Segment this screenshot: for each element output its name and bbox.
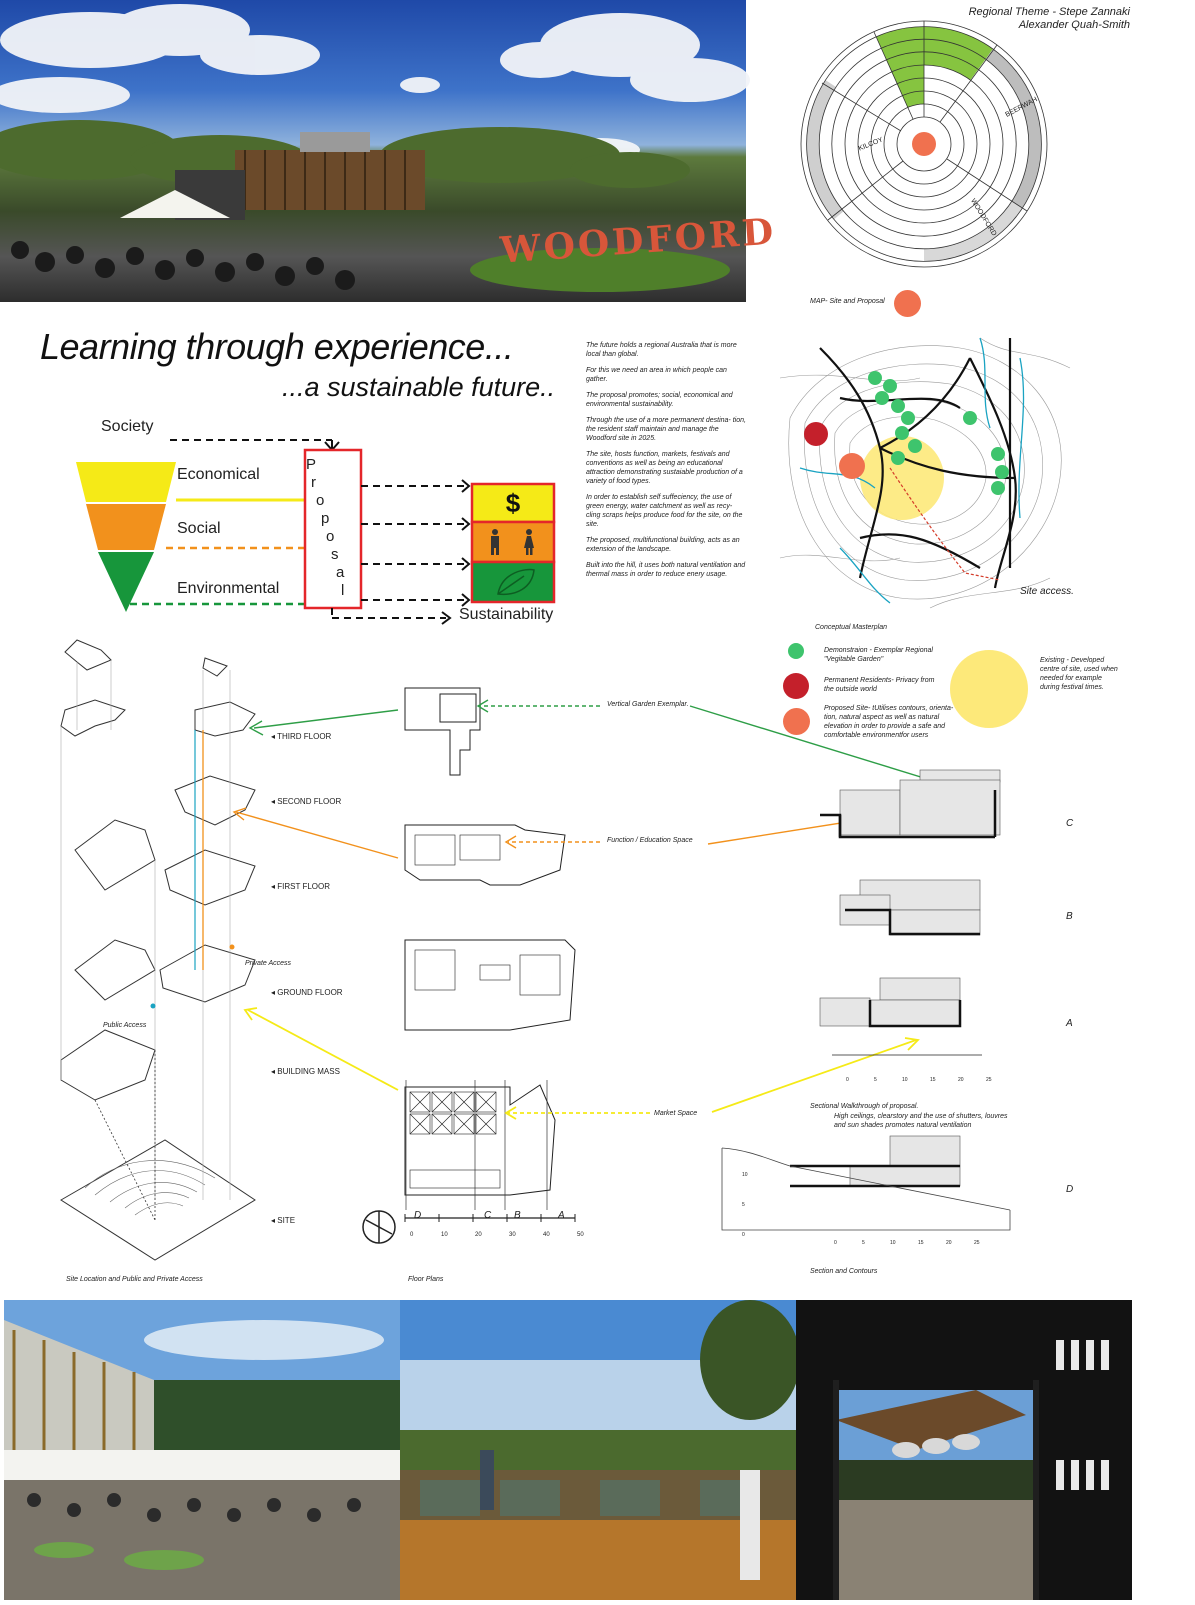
main-title: Learning through experience...: [40, 326, 514, 367]
theme-line: Regional Theme - Stepe Zannaki: [968, 6, 1130, 18]
plan-scale-50: 50: [577, 1232, 584, 1238]
author-line: Alexander Quah-Smith: [1018, 19, 1130, 31]
public-access-label: Public Access: [103, 1022, 147, 1029]
photo-deck: [400, 1300, 796, 1600]
photo-market: [4, 1300, 400, 1600]
label-sustainability: Sustainability: [459, 606, 554, 623]
contour-scale-20: 20: [946, 1240, 952, 1246]
floor-label-first: ◂ FIRST FLOOR: [271, 882, 330, 891]
section-scale-5: 5: [874, 1077, 877, 1083]
walkthrough-text: High ceilings, clearstory and the use of shutters, louvres and sun shades promotes natural ventilation: [834, 1113, 1008, 1129]
axo-caption: Site Location and Public and Private Access: [66, 1276, 203, 1283]
section-letter-b: B: [1066, 911, 1073, 922]
label-beerwah: BEERWAH: [1004, 96, 1039, 119]
section-letter-d: D: [1066, 1184, 1074, 1195]
floor-label-text: SECOND FLOOR: [277, 797, 342, 806]
photo-market-art: [4, 1300, 400, 1600]
contour-level-5: 5: [742, 1202, 745, 1208]
site-access-label: Site access.: [1020, 586, 1074, 597]
private-access-label: Private Access: [245, 960, 292, 967]
contour-level-0: 0: [742, 1232, 745, 1238]
description-paragraph: Through the use of a more permanent destina- tion, the resident staff maintain and manage the Woodford site in 2025.: [586, 417, 746, 442]
description-paragraph: The proposed, multifunctional building, acts as an extension of the landscape.: [586, 537, 740, 553]
contour-level-10: 10: [742, 1172, 748, 1178]
label-social: Social: [177, 520, 221, 537]
proposal-letter: a: [336, 564, 345, 581]
label-economical: Economical: [177, 466, 260, 483]
walkthrough-title: Sectional Walkthrough of proposal.: [810, 1103, 919, 1110]
label-kilcoy: KILCOY: [857, 136, 885, 153]
contour-caption: Section and Contours: [810, 1268, 878, 1275]
label-woodford: WOODFORD: [968, 197, 998, 238]
proposal-letter: l: [341, 582, 345, 599]
description-paragraph: Built into the hill, it uses both natural ventilation and thermal mass in order to reduce enery usage.: [586, 562, 746, 578]
plan-scale-10: 10: [441, 1232, 448, 1238]
legend-text-red: Permanent Residents- Privacy from the outside world: [824, 677, 935, 693]
contour-scale-10: 10: [890, 1240, 896, 1246]
sections: [810, 770, 1030, 1250]
callout-vertical-garden: Vertical Garden Exemplar.: [607, 701, 689, 708]
proposal-letter: P: [306, 456, 317, 473]
contour-scale-0: 0: [834, 1240, 837, 1246]
dollar-icon: $: [505, 488, 521, 518]
description-paragraph: The future holds a regional Australia that is more local than global.: [586, 342, 737, 358]
floor-label-third: ◂ THIRD FLOOR: [271, 732, 332, 741]
floor-label-mass: ◂ BUILDING MASS: [271, 1067, 340, 1076]
photo-interior: [796, 1300, 1132, 1600]
description-paragraph: The proposal promotes; social, economical and environmental sustainability.: [586, 392, 733, 408]
proposal-letter: s: [331, 546, 339, 563]
sub-title: ...a sustainable future..: [282, 372, 556, 402]
proposal-letter: o: [326, 528, 335, 545]
section-letter-c: C: [1066, 818, 1074, 829]
section-scale-15: 15: [930, 1077, 936, 1083]
masterplan-caption: Conceptual Masterplan: [815, 624, 887, 631]
proposal-letter: r: [311, 474, 316, 491]
legend-text-green: Demonstraion - Exemplar Regional "Vegitable Garden": [824, 647, 933, 663]
callout-function-space: Function / Education Space: [607, 837, 693, 844]
floor-label-site: ◂ SITE: [271, 1216, 296, 1225]
plan-scale-20: 20: [475, 1232, 482, 1238]
plan-scale-40: 40: [543, 1232, 550, 1238]
section-scale-10: 10: [902, 1077, 908, 1083]
section-mark-d: D: [414, 1210, 422, 1221]
contour-scale-25: 25: [974, 1240, 980, 1246]
floor-label-ground: ◂ GROUND FLOOR: [271, 988, 343, 997]
floor-plans-caption: Floor Plans: [408, 1276, 444, 1283]
description-paragraph: For this we need an area in which people can gather.: [586, 367, 727, 383]
section-letter-a: A: [1066, 1018, 1073, 1029]
section-scale-25: 25: [986, 1077, 992, 1083]
floor-label-text: THIRD FLOOR: [277, 732, 332, 741]
contour-scale-15: 15: [918, 1240, 924, 1246]
floor-label-second: ◂ SECOND FLOOR: [271, 797, 342, 806]
woodford-sign: WOODFORD: [498, 210, 778, 272]
callout-market-space: Market Space: [654, 1110, 698, 1117]
section-mark-c: C: [484, 1210, 492, 1221]
floor-label-text: SITE: [277, 1216, 296, 1225]
proposal-letter: p: [321, 510, 330, 527]
section-scale-0: 0: [846, 1077, 849, 1083]
photo-interior-art: [796, 1300, 1132, 1600]
section-mark-b: B: [514, 1210, 521, 1221]
existing-text: Existing - Developed centre of site, used when needed for example during festival times.: [1040, 657, 1118, 691]
map-title: MAP- Site and Proposal: [810, 298, 885, 305]
legend-text-orange: Proposed Site- tUtilises contours, orienta- tion, natural aspect as well as natural elevation in order to provide a safe and comfortable environmentfor users: [824, 705, 954, 739]
label-society: Society: [101, 418, 154, 435]
label-environmental: Environmental: [177, 580, 280, 597]
photo-deck-art: [400, 1300, 796, 1600]
proposal-letter: o: [316, 492, 325, 509]
floor-label-text: GROUND FLOOR: [277, 988, 343, 997]
description-paragraph: In order to establish self suffeciency, the use of green energy, water catchment as well as recy- cling scraps helps produce food for the site, on the site.: [586, 494, 743, 528]
floor-label-text: FIRST FLOOR: [277, 882, 330, 891]
contour-scale-5: 5: [862, 1240, 865, 1246]
floor-label-text: BUILDING MASS: [277, 1067, 340, 1076]
description-paragraph: The site, hosts function, markets, festivals and conventions as well as being an educational attraction demonstrating sustaiable production of a variety of food types.: [586, 451, 743, 485]
plan-scale-30: 30: [509, 1232, 516, 1238]
section-scale-20: 20: [958, 1077, 964, 1083]
section-mark-a: A: [558, 1210, 565, 1221]
plan-scale-0: 0: [410, 1232, 414, 1238]
